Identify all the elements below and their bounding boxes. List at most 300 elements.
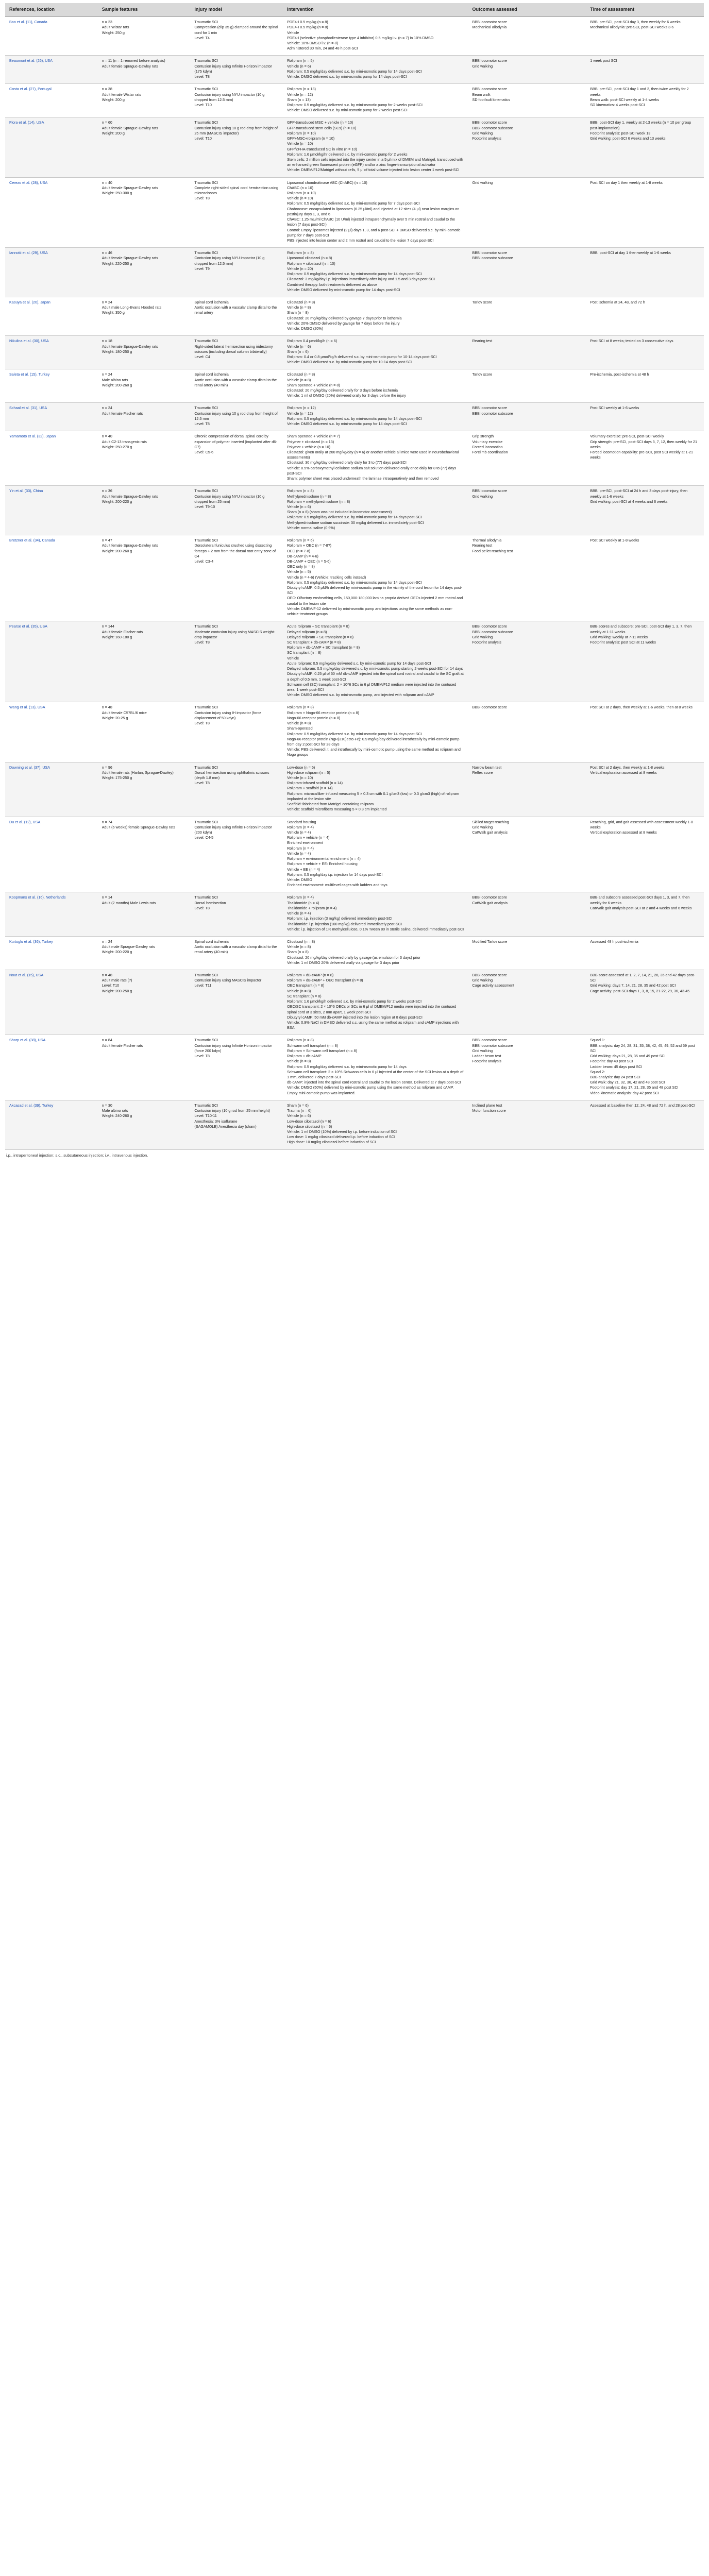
cell-injury-model-line: Moderate contusion injury using MASCIS weight-drop impactor [194, 629, 275, 639]
cell-reference-line[interactable]: Bao et al. (11), Canada [9, 20, 47, 25]
cell-intervention [283, 1100, 468, 1149]
cell-intervention-line: Vehicle: DMSO delivered s.c. by mini-osmotic pump, and injected with rolipram and cAMP [287, 692, 434, 698]
cell-intervention-line: Rolipram: 1.6 μmol/kg/hr delivered s.c. by mini-osmotic pump for 2 weeks [287, 151, 408, 157]
cell-intervention [283, 936, 468, 970]
cell-injury-model-line: Traumatic SCI [194, 250, 218, 256]
cell-sample-features-line: n = 36 [102, 488, 112, 494]
table-row [5, 336, 704, 369]
table-row [5, 486, 704, 535]
cell-intervention-line: Rolipram 0.4 μmol/kg/h (n = 6) [287, 338, 337, 344]
cell-time-of-assessment [586, 297, 704, 335]
cell-intervention-line: Vehicle (n = 5) [287, 569, 311, 574]
cell-intervention-line: Sham-operated [287, 726, 313, 731]
table-row [5, 970, 704, 1035]
cell-intervention-line: OEC: Olfactory ensheathing cells, 150,000-180,000 lamina propria derived OECs injected 2 mm rostral and caudal to the lesion site [287, 596, 463, 606]
cell-intervention [283, 177, 468, 248]
cell-intervention-line: Rolipram: 0.5 mg/kg/day delivered s.c. by mini-osmotic pump for 7 days post-SCI [287, 201, 420, 206]
table-row [5, 403, 704, 431]
cell-intervention-line: Sham (n = 6) (sham was not included in locomotor assessment) [287, 510, 392, 515]
table-row [5, 117, 704, 177]
cell-injury-model-line: Contusion injury using MASCIS impactor [194, 978, 262, 983]
cell-sample-features-line: Adult female Sprague-Dawley rats [102, 543, 158, 548]
cell-intervention [283, 84, 468, 117]
header-row [5, 3, 704, 17]
cell-injury-model-line: Contusion injury using Infinite Horizon impactor (175 kdyn) [194, 63, 272, 74]
cell-intervention-line: Vehicle: DMEM/F-12 delivered by mini-osmotic pump and injections using the same methods as non-vehicle treatment groups [287, 606, 453, 617]
cell-injury-model-line: Level: C4 [194, 354, 210, 359]
cell-sample-features-line: n = 96 [102, 765, 112, 770]
cell-intervention-line: Rolipram: 0.5 mg/kg/day delivered s.c. by mini-osmotic pump for 14 days post-SCI [287, 731, 422, 736]
table-header [5, 3, 704, 17]
cell-injury-model-line: Level: C4-5 [194, 835, 214, 840]
cell-intervention-line: Rolipram + environmental enrichment (n = 4) [287, 856, 361, 861]
cell-outcomes-line: Footprint analysis [472, 640, 501, 645]
cell-time-of-assessment-line: Grid walking: post-SCI 6 weeks and 13 weeks [590, 136, 666, 141]
cell-outcomes-line: Grid walking [472, 63, 493, 69]
cell-intervention-line: Vehicle (n = 4-6) (Vehicle: tracking cells instead) [287, 574, 366, 580]
cell-intervention-line: Rolipram (n = 6) [287, 538, 314, 543]
cell-sample-features [98, 431, 191, 486]
cell-intervention-line: Cilostazol: 20 mg/kg/day delivered by gavage 7 days prior to ischemia [287, 315, 402, 320]
cell-sample-features-line: Adult (2 months) Male Lewis rats [102, 900, 156, 905]
cell-reference [5, 336, 98, 369]
cell-time-of-assessment-line: Mechanical allodynia: pre-SCI, post-SCI weeks 3-6 [590, 25, 674, 30]
cell-outcomes-line: Rearing test [472, 543, 493, 548]
cell-sample-features [98, 1100, 191, 1149]
cell-intervention-line: Rolipram (n = 8) [287, 250, 314, 256]
cell-sample-features-line: Adult female rats (Harlan, Sprague-Dawley) [102, 770, 174, 775]
cell-injury-model [190, 486, 283, 535]
cell-outcomes [468, 177, 586, 248]
cell-outcomes [468, 936, 586, 970]
cell-intervention-line: Chabrocase: encapsulated in liposomes (6.25 μl/ml) and injected at 12 sites (4 μl) near lesion margins on postinjury days 1, 3, and 6 [287, 206, 460, 216]
cell-sample-features-line: Adult female Sprague-Dawley rats [102, 344, 158, 349]
table-row [5, 892, 704, 937]
cell-injury-model-line: Level: T8 [194, 1054, 210, 1059]
cell-time-of-assessment [586, 84, 704, 117]
cell-intervention-line: Rolipram (n = 10) [287, 191, 316, 196]
cell-intervention-line: Rolipram: i.p. injection (3 mg/kg) delivered immediately post-SCI [287, 916, 393, 921]
cell-intervention-line: Vehicle (n = 6) [287, 63, 311, 69]
cell-intervention-line: Sham (n = 13) [287, 97, 311, 102]
cell-reference-line[interactable]: Du et al. (12), USA [9, 819, 41, 824]
cell-time-of-assessment [586, 1035, 704, 1100]
cell-sample-features-line: Weight: 200-220 g [102, 950, 132, 955]
cell-intervention-line: Methylprednisolone sodium succinate: 30 mg/kg delivered i.v. immediately post-SCI [287, 520, 424, 525]
cell-intervention-line: Schwann cell transplant: 2 × 10^6 Schwann cells in 6 μl injected at the center of the SCI lesion at a depth of 1 mm, delivered 7 days post-SCI [287, 1069, 464, 1079]
cell-sample-features [98, 535, 191, 621]
cell-injury-model-line: Traumatic SCI [194, 338, 218, 344]
cell-outcomes-line: Tarlov score [472, 299, 493, 304]
cell-reference-line[interactable]: Pearse et al. (35), USA [9, 624, 47, 629]
cell-reference [5, 248, 98, 297]
table-row [5, 817, 704, 892]
cell-sample-features [98, 336, 191, 369]
cell-intervention-line: Vehicle (n = 8) [287, 377, 311, 382]
cell-intervention-line: Combined therapy: both treatments delivered as above [287, 282, 378, 287]
cell-sample-features [98, 892, 191, 937]
cell-intervention-line: Sham (n = 6) [287, 1103, 309, 1108]
cell-sample-features-line: Adult C2-13 transgenic rats [102, 439, 147, 444]
cell-intervention-line: Rolipram (n = 4) [287, 895, 314, 900]
cell-intervention-line: Administered 30 min, 24 and 48 h post-SCI [287, 46, 358, 51]
cell-intervention-line: Vehicle: 1 ml of DMSO (20%) delivered orally for 3 days before the injury [287, 393, 407, 398]
cell-outcomes-line: Modified Tarlov score [472, 939, 508, 944]
cell-intervention-line: OEC only (n = 8) [287, 564, 315, 569]
cell-reference-line[interactable]: Nikulina et al. (30), USA [9, 338, 49, 344]
cell-sample-features-line: Adult female Sprague-Dawley rats [102, 125, 158, 130]
cell-sample-features [98, 177, 191, 248]
cell-sample-features [98, 56, 191, 84]
cell-sample-features-line: Level: T10 [102, 983, 120, 988]
cell-time-of-assessment-line: Video kinematic analysis: day 42 post SCI [590, 1090, 659, 1095]
cell-sample-features-line: Adult male Long-Evans Hooded rats [102, 305, 162, 310]
cell-time-of-assessment-line: Assessed 48 h post-ischemia [590, 939, 638, 944]
cell-outcomes-line: BBB locomotor score [472, 895, 508, 900]
cell-intervention-line: Dibutyryl cAMP: 50 mM db-cAMP injected into the lesion region at 8 days post-SCI [287, 1014, 423, 1020]
cell-time-of-assessment-line: BBB score assessed at 1, 2, 7, 14, 21, 28, 35 and 42 days post-SCI [590, 973, 695, 983]
cell-intervention-line: Low-dose (n = 5) [287, 765, 315, 770]
cell-injury-model-line: Level: C3-4 [194, 558, 214, 564]
cell-reference-line[interactable]: Iannotti et al. (29), USA [9, 250, 48, 256]
cell-sample-features-line: n = 40 [102, 180, 112, 185]
cell-reference-line[interactable]: Nout et al. (15), USA [9, 973, 44, 978]
cell-injury-model [190, 369, 283, 403]
cell-time-of-assessment-line: BBB analysis: day 24, 28, 31, 35, 38, 42, 45, 49, 52 and 59 post SCI [590, 1043, 695, 1053]
cell-outcomes [468, 369, 586, 403]
cell-intervention-line: Rolipram + OEC (n = 7-8?) [287, 543, 331, 548]
cell-injury-model-line: Traumatic SCI [194, 1103, 218, 1108]
cell-intervention-line: Enriched environment: multilevel cages with ladders and toys [287, 883, 387, 888]
table-row [5, 1100, 704, 1149]
cell-reference-line[interactable]: Koopmans et al. (16), Netherlands [9, 895, 66, 900]
cell-injury-model [190, 970, 283, 1035]
cell-injury-model [190, 336, 283, 369]
cell-time-of-assessment [586, 369, 704, 403]
cell-intervention-line: Rolipram: 0.5 mg/kg/day delivered s.c. by mini-osmotic pump for 14 days post-SCI [287, 580, 422, 585]
cell-outcomes [468, 403, 586, 431]
cell-injury-model-line: Level: T9-10 [194, 504, 215, 509]
cell-reference-line[interactable]: Wang et al. (13), USA [9, 705, 45, 710]
cell-injury-model-line: Dorsal hemisection [194, 900, 226, 905]
cell-reference-line[interactable]: Schaal et al. (31), USA [9, 405, 47, 411]
cell-intervention-line: SC transplant (n = 8) [287, 993, 322, 998]
cell-intervention-line: Rolipram + cilostazol (n = 10) [287, 261, 335, 266]
cell-intervention [283, 403, 468, 431]
cell-intervention-line: Vehicle (n = 10) [287, 196, 313, 201]
cell-injury-model-line: (SAGAMOLE) Anesthesia day (sham) [194, 1124, 257, 1129]
cell-intervention-line: Low-dose cilostazol (n = 6) [287, 1118, 331, 1124]
cell-injury-model-line: Level: T10 [194, 136, 212, 141]
cell-time-of-assessment [586, 336, 704, 369]
cell-time-of-assessment-line: BBB: pre-SCI, post-SCI at 24 h and 3 days post-injury, then weekly at 1-6 weeks [590, 488, 688, 499]
cell-intervention-line: Vehicle (n = 8) [287, 1059, 311, 1064]
cell-intervention-line: Vehicle: 0.9% NaCl in DMSO delivered s.c. using the same method as rolipram and cAMP injections with BSA [287, 1020, 459, 1030]
cell-injury-model-line: Traumatic SCI [194, 765, 218, 770]
cell-outcomes [468, 56, 586, 84]
cell-intervention [283, 486, 468, 535]
table-row [5, 535, 704, 621]
cell-sample-features-line: n = 84 [102, 1038, 112, 1043]
cell-injury-model [190, 403, 283, 431]
table-row [5, 369, 704, 403]
cell-intervention-line: Rolipram (n = 8) [287, 705, 314, 710]
cell-time-of-assessment-line: BBB and subscore assessed post-SCI days 1, 3, and 7, then weekly for 6 weeks [590, 895, 690, 905]
cell-sample-features-line: Weight: 240-260 g [102, 1113, 132, 1118]
cell-injury-model-line: Spinal cord ischemia [194, 299, 229, 304]
cell-time-of-assessment-line: Footprint analysis: day 17, 21, 28, 35 and 48 post SCI [590, 1085, 679, 1090]
cell-intervention-line: Rolipram: 0.5 mg/kg/day delivered s.c. by mini-osmotic pump for 14 days post-SCI [287, 69, 422, 74]
cell-injury-model-line: Level: T8 [194, 74, 210, 79]
cell-intervention-line: Acute rolipram: 0.5 mg/kg/day delivered s.c. by mini-osmotic pump for 14 days post-SCI [287, 660, 431, 666]
cell-time-of-assessment-line: Voluntary exercise: pre-SCI, post-SCI weekly [590, 434, 664, 439]
cell-time-of-assessment-line: Post SCI on day 1 then weekly at 1-8 weeks [590, 180, 663, 185]
cell-time-of-assessment [586, 486, 704, 535]
cell-outcomes-line: CatWalk gait analysis [472, 830, 508, 835]
cell-intervention-line: Vehicle (n = 8) [287, 721, 311, 726]
cell-injury-model [190, 535, 283, 621]
cell-sample-features-line: n = 48 [102, 973, 112, 978]
cell-reference [5, 369, 98, 403]
cell-intervention-line: Cilostazol: 20 mg/kg/day delivered orally for 3 days before ischemia [287, 388, 398, 393]
cell-intervention-line: Nogo-66 receptor protein (n = 8) [287, 715, 340, 720]
cell-intervention-line: Vehicle: 0.5% carboxymethyl cellulose sodium salt solution delivered orally once daily for 8 to (77) days post-SCI [287, 465, 457, 476]
cell-outcomes-line: Cage activity assessment [472, 983, 515, 988]
cell-intervention-line: Rolipram (n = 5) [287, 58, 314, 63]
cell-injury-model-line: Level: T10-11 [194, 1113, 217, 1118]
cell-reference-line[interactable]: Beaumont et al. (26), USA [9, 58, 53, 63]
cell-reference-line[interactable]: Downing et al. (37), USA [9, 765, 50, 770]
cell-time-of-assessment-line: Vertical exploration assessed at 8 weeks [590, 770, 657, 775]
cell-outcomes-line: BBB locomotor subscore [472, 125, 513, 130]
cell-time-of-assessment-line: Grid walk: day 21, 32, 36, 42 and 48 post SCI [590, 1080, 665, 1085]
cell-intervention-line: Rolipram: 0.5 mg/kg/day delivered s.c. by mini-osmotic pump for 14 days post-SCI [287, 416, 422, 421]
cell-outcomes-line: BBB locomotor score [472, 20, 508, 25]
cell-reference-line[interactable]: Kurtoglu et al. (36), Turkey [9, 939, 53, 944]
cell-outcomes-line: BBB locomotor score [472, 250, 508, 256]
cell-intervention [283, 17, 468, 56]
cell-intervention [283, 431, 468, 486]
cell-injury-model-line: Aortic occlusion with a vascular clamp distal to the renal artery [194, 305, 277, 315]
cell-sample-features [98, 936, 191, 970]
cell-outcomes-line: Grid walking [472, 494, 493, 499]
cell-reference-line[interactable]: Yin et al. (33), China [9, 488, 43, 494]
cell-outcomes [468, 1035, 586, 1100]
cell-reference-line[interactable]: Yamamoto et al. (32), Japan [9, 434, 56, 439]
cell-intervention-line: Rolipram: 0.4 or 0.8 μmol/kg/h delivered s.c. by mini-osmotic pump for 10-14 days post-SCI [287, 354, 437, 359]
cell-intervention [283, 1035, 468, 1100]
cell-sample-features-line: Weight: 250 g [102, 30, 125, 35]
cell-sample-features-line: Adult Wistar rats [102, 25, 129, 30]
cell-injury-model-line: Level: T4 [194, 35, 210, 40]
cell-outcomes-line: Grid walking [472, 130, 493, 135]
cell-injury-model-line: Spinal cord ischemia [194, 372, 229, 377]
cell-outcomes-line: Grid walking [472, 634, 493, 639]
cell-intervention-line: Stem cells: 2 million cells injected into the injury center in a 5 μl mix of DMEM and Matrigel, transduced with an enhanced green fluorescent protein (eGFP) and/or a zinc finger-transcriptional activator [287, 157, 463, 167]
cell-intervention-line: Rolipram-infused scaffold (n = 14) [287, 781, 343, 786]
cell-intervention-line: Polymer + vehicle (n = 10) [287, 444, 331, 449]
cell-intervention-line: Vehicle (n = 6) [287, 344, 311, 349]
cell-intervention-line: Delayed rolipram: 0.5 mg/kg/day delivered s.c. by mini-osmotic pump starting 2 weeks post-SCI for 14 days [287, 666, 463, 671]
cell-intervention-line: GFP-transduced stem cells (SCs) (n = 10) [287, 125, 357, 130]
cell-outcomes-line: Thermal allodynia [472, 538, 502, 543]
cell-time-of-assessment-line: Grid walking: weekly at 7-11 weeks [590, 634, 648, 639]
cell-intervention-line: Rolipram: 0.5 mg/kg/day delivered s.c. by mini-osmotic pump for 2 weeks post-SCI [287, 102, 423, 107]
cell-reference [5, 56, 98, 84]
cell-intervention-line: Vehicle: DMSO delivered s.c. by mini-osmotic pump for 10-14 days post-SCI [287, 360, 412, 365]
cell-intervention-line: Scaffold: fabricated from Matrigel containing rolipram [287, 802, 374, 807]
cell-outcomes-line: BBB locomotor score [472, 405, 508, 411]
cell-intervention-line: Control: Empty liposomes injected (2 μl) days 1, 3, and 6 post-SCI + DMSO delivered s.c. by mini-osmotic pump for 7 days post-SCI [287, 227, 461, 238]
cell-reference-line[interactable]: Kasuya et al. (20), Japan [9, 299, 50, 304]
cell-reference [5, 431, 98, 486]
cell-outcomes-line: Grid walking [472, 978, 493, 983]
header-references: References, location [5, 3, 98, 17]
cell-outcomes-line: Forelimb coordination [472, 450, 508, 455]
cell-time-of-assessment [586, 431, 704, 486]
cell-injury-model-line: Level: T8 [194, 640, 210, 645]
cell-sample-features-line: Weight: 20-25 g [102, 715, 128, 720]
cell-sample-features-line: Adult female Fischer rats [102, 1043, 143, 1048]
table-row [5, 56, 704, 84]
cell-injury-model-line: Traumatic SCI [194, 20, 218, 25]
cell-intervention-line: OEC transplant (n = 8) [287, 983, 325, 988]
cell-reference-line[interactable]: Sharp et al. (38), USA [9, 1038, 46, 1043]
cell-outcomes-line: BBB locomotor score [472, 624, 508, 629]
table-row [5, 762, 704, 817]
cell-sample-features [98, 403, 191, 431]
cell-reference [5, 403, 98, 431]
table-row [5, 84, 704, 117]
cell-sample-features-line: Adult female Sprague-Dawley rats [102, 494, 158, 499]
cell-intervention [283, 702, 468, 762]
cell-intervention-line: Vehicle: 10% DMSO i.v. (n = 8) [287, 41, 338, 46]
cell-intervention-line: Nogo-66 receptor protein (NgR(310)ecto-Fc): 0.9 mg/kg/day delivered intrathecally by mini-osmotic pump from day 2 post-SCI for 28 days [287, 736, 460, 747]
cell-sample-features-line: Weight: 200-260 g [102, 382, 132, 387]
cell-reference-line[interactable]: Cerezo et al. (28), USA [9, 180, 48, 185]
cell-intervention-line: Rolipram + db-cAMP [287, 1054, 322, 1059]
table-row [5, 431, 704, 486]
cell-time-of-assessment-line: Forced locomotion capability: pre-SCI, post SCI weekly at 1-21 weeks [590, 450, 693, 460]
cell-intervention-line: Rolipram + dB-cAMP (n = 8) [287, 973, 334, 978]
cell-injury-model [190, 56, 283, 84]
cell-intervention-line: Vehicle: DMSO (20%) [287, 326, 324, 331]
cell-injury-model-line: Traumatic SCI [194, 1038, 218, 1043]
cell-intervention-line: Vehicle (n = 6) [287, 504, 311, 509]
cell-sample-features-line: n = 18 [102, 338, 112, 344]
cell-sample-features-line: Weight: 200-260 g [102, 548, 132, 553]
cell-sample-features-line: n = 40 [102, 434, 112, 439]
cell-sample-features-line: n = 60 [102, 120, 112, 125]
cell-intervention-line: GFP+MSC+rolipram (n = 10) [287, 136, 335, 141]
cell-time-of-assessment [586, 117, 704, 177]
cell-injury-model-line: Contusion injury using 10 g rod drop from height of 25 mm (MASCIS impactor) [194, 125, 278, 135]
cell-outcomes-line: Motor function score [472, 1108, 506, 1113]
study-characteristics-table [5, 3, 704, 1150]
cell-intervention-line: PDE4-I (selective phosphodiesterase type 4 inhibitor) 0.5 mg/kg i.v. (n = 7) in 10% DMSO [287, 35, 434, 40]
cell-reference-line[interactable]: Costa et al. (27), Portugal [9, 87, 52, 92]
cell-reference [5, 177, 98, 248]
cell-reference [5, 762, 98, 817]
cell-reference-line[interactable]: Bretzner et al. (34), Canada [9, 538, 55, 543]
cell-time-of-assessment-line: BBB analysis: day 24 post SCI [590, 1074, 640, 1079]
cell-injury-model-line: Compression (clip 35 g) clamped around the spinal cord for 1 min [194, 25, 278, 35]
cell-injury-model-line: Contusion injury using IH impactor (force displacement of 50 kdyn) [194, 710, 262, 720]
cell-outcomes-line: Footprint analysis [472, 136, 501, 141]
cell-outcomes-line: CatWalk gait analysis [472, 900, 508, 905]
cell-outcomes-line: Footprint analysis [472, 1059, 501, 1064]
cell-intervention [283, 297, 468, 335]
cell-time-of-assessment-line: Post SCI weekly at 1-6 weeks [590, 405, 639, 411]
cell-intervention [283, 817, 468, 892]
cell-reference [5, 17, 98, 56]
cell-reference [5, 117, 98, 177]
cell-reference-line[interactable]: Flora et al. (14), USA [9, 120, 44, 125]
cell-intervention-line: Vehicle (n = 4) [287, 830, 311, 835]
cell-intervention-line: GFP/ZFHA-transduced SC in vitro (n = 10) [287, 146, 357, 151]
cell-intervention-line: Vehicle: DMSO delivered s.c. by mini-osmotic pump for 14 days post-SCI [287, 421, 407, 427]
cell-time-of-assessment-line: Post SCI at 2 days, then weekly at 1-8 weeks [590, 765, 665, 770]
cell-time-of-assessment-line: Grid walking: days 21, 28, 35 and 49 post SCI [590, 1054, 666, 1059]
cell-outcomes-line: Ladder beam test [472, 1054, 501, 1059]
cell-intervention-line: Vehicle: 20% DMSO delivered by gavage for 7 days before the injury [287, 320, 400, 326]
cell-sample-features [98, 621, 191, 702]
cell-injury-model-line: Dorsal hemisection using ophthalmic scissors (depth 1.8 mm) [194, 770, 269, 781]
cell-outcomes [468, 621, 586, 702]
cell-intervention-line: High-dose rolipram (n = 5) [287, 770, 330, 775]
cell-intervention-line: Rolipram + Nogo-66 receptor protein (n = 8) [287, 710, 359, 715]
cell-intervention-line: ChABC (n = 10) [287, 185, 314, 190]
cell-time-of-assessment-line: BBB: pre-SCI, post-SCI day 1 and 2, then twice weekly for 2 weeks [590, 87, 689, 97]
cell-intervention [283, 336, 468, 369]
cell-injury-model-line: Contusion injury (10 g rod from 25 mm height) [194, 1108, 271, 1113]
cell-intervention-line: Cilostazol: 3 mg/kg/day i.p. injections immediately after injury and 1.5 and 3 days post-SCI [287, 277, 435, 282]
cell-outcomes [468, 84, 586, 117]
cell-intervention-line: Cilostazol (n = 8) [287, 372, 315, 377]
cell-time-of-assessment-line: SD kinematics: 4 weeks post-SCI [590, 102, 645, 107]
cell-intervention-line: Sham: polymer sheet was placed underneath the laminae intraoperatively and then removed [287, 476, 439, 481]
table-row [5, 936, 704, 970]
cell-injury-model [190, 117, 283, 177]
cell-intervention-line: Rolipram: 0.5 mg/kg/day delivered s.c. by mini-osmotic pump for 14 days [287, 1064, 407, 1069]
cell-injury-model-line: Complete right-sided spinal cord hemisection using microscissors [194, 185, 279, 196]
cell-intervention-line: Rolipram + Schwann cell transplant (n = 8) [287, 1048, 357, 1053]
cell-injury-model-line: Traumatic SCI [194, 895, 218, 900]
cell-injury-model-line: Level: T11 [194, 983, 212, 988]
cell-injury-model-line: Right-sided lateral hemisection using iridectomy scissors (including dorsal column bilaterally) [194, 344, 273, 354]
cell-sample-features-line: n = 24 [102, 299, 112, 304]
cell-outcomes-line: BBB locomotor score [472, 973, 508, 978]
cell-sample-features [98, 117, 191, 177]
cell-injury-model [190, 817, 283, 892]
cell-intervention-line: ChABC: 1.25 mU/ml ChABC (10 U/ml) injected intraparenchymally over 5 min rostral and caudal to the lesion (7 days post-SCI) [287, 217, 455, 227]
cell-time-of-assessment-line: Grip strength: pre-SCI, post-SCI days 3, 7, 12, then weekly for 21 weeks [590, 439, 697, 449]
cell-reference-line[interactable]: Saleta et al. (15), Turkey [9, 372, 50, 377]
cell-outcomes-line: Grid walking [472, 1048, 493, 1053]
cell-reference-line[interactable]: Akcasad et al. (39), Turkey [9, 1103, 54, 1108]
cell-intervention-line: db-cAMP: injected into the spinal cord rostral and caudal to the lesion center. Delivered at 7 days post-SCI [287, 1080, 461, 1085]
cell-time-of-assessment-line: Reaching, grid, and gait assessed with assessment weekly 1-8 weeks [590, 819, 693, 829]
cell-outcomes-line: BBB locomotor score [472, 58, 508, 63]
cell-outcomes-line: Grid walking [472, 824, 493, 829]
cell-reference [5, 970, 98, 1035]
cell-reference [5, 621, 98, 702]
cell-intervention-line: Vehicle (n = 20) [287, 266, 313, 271]
cell-intervention-line: SC transplant + db-cAMP (n = 8) [287, 640, 341, 645]
cell-outcomes-line: BBB locomotor subscore [472, 1043, 513, 1048]
cell-injury-model-line: Contusion injury using NYU impactor (10 g dropped from 12.5 mm) [194, 256, 265, 266]
cell-sample-features [98, 817, 191, 892]
